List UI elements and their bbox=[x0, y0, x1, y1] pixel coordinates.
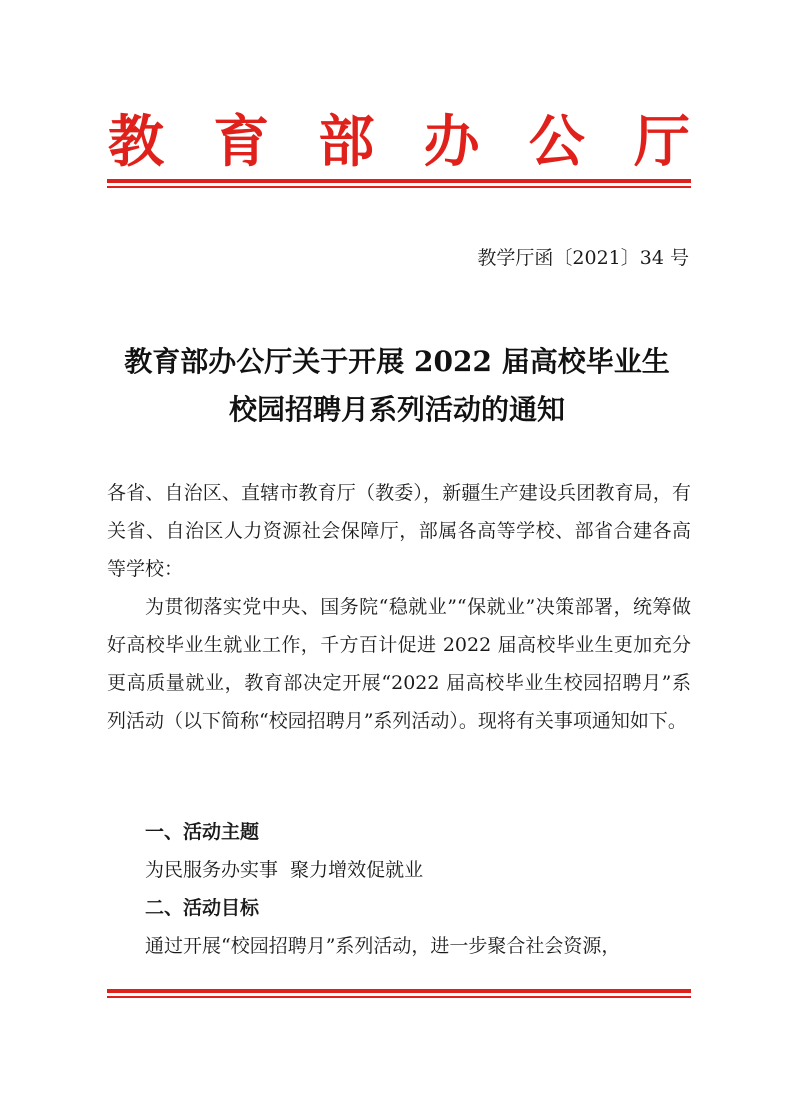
masthead-char: 厅 bbox=[633, 109, 690, 175]
addressee-paragraph: 各省、自治区、直辖市教育厅（教委），新疆生产建设兵团教育局，有关省、自治区人力资源社会保障厅，部属各高等学校、部省合建各高等学校： bbox=[107, 482, 691, 580]
document-body bbox=[107, 474, 691, 740]
section-2-text: 通过开展“校园招聘月”系列活动，进一步聚合社会资源， bbox=[145, 935, 621, 957]
document-title bbox=[0, 338, 794, 434]
header-red-rule-thin bbox=[107, 186, 691, 188]
document-number: 教学厅函〔2021〕34 号 bbox=[477, 247, 689, 269]
footer-red-rule-thick bbox=[107, 989, 691, 993]
issuing-authority-masthead bbox=[104, 98, 694, 178]
footer-red-rule-thin bbox=[107, 996, 691, 998]
section-2-heading: 二、活动目标 bbox=[145, 897, 260, 919]
title-line-1: 教育部办公厅关于开展 2022 届高校毕业生 bbox=[124, 345, 670, 378]
masthead-char: 办 bbox=[423, 109, 480, 175]
section-1-heading: 一、活动主题 bbox=[145, 821, 260, 843]
header-red-rule-thick bbox=[107, 179, 691, 183]
masthead-char: 部 bbox=[318, 109, 375, 175]
section-1-text: 为民服务办实事 聚力增效促就业 bbox=[145, 859, 424, 881]
intro-paragraph: 为贯彻落实党中央、国务院“稳就业”“保就业”决策部署，统筹做好高校毕业生就业工作，千方百计促进 2022 届高校毕业生更加充分更高质量就业，教育部决定开展“2022 届高校毕业生校园招聘月”系列活动（以下简称“校园招聘月”系列活动）。现将有关事项通知如下。 bbox=[107, 596, 691, 732]
masthead-char: 教 bbox=[108, 109, 164, 175]
masthead-char: 公 bbox=[528, 109, 585, 175]
title-line-2: 校园招聘月系列活动的通知 bbox=[228, 393, 565, 426]
sections bbox=[107, 813, 691, 965]
masthead-char: 育 bbox=[213, 109, 270, 175]
